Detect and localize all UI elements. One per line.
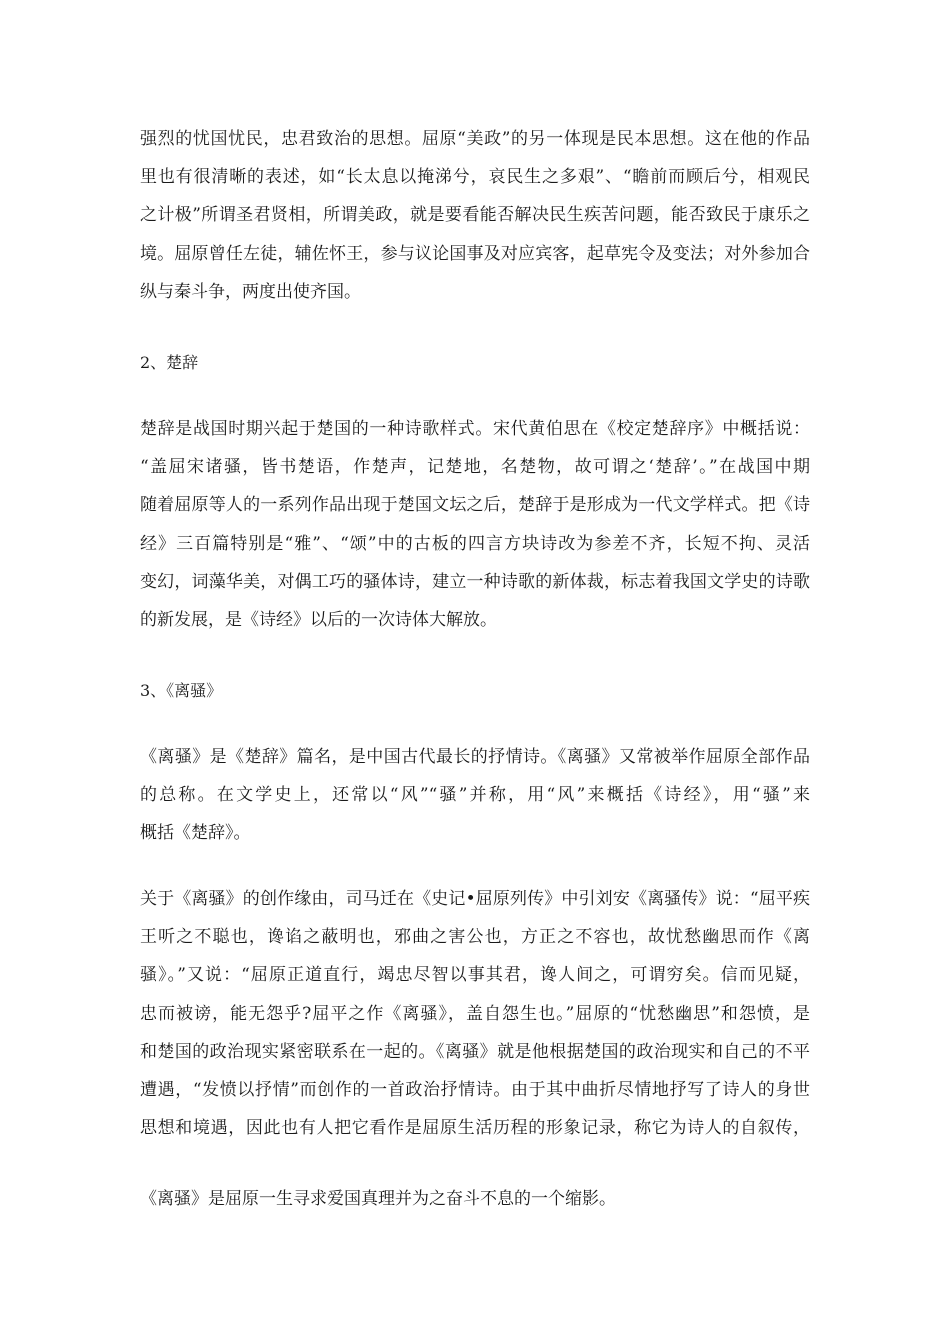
paragraph-line: 忠而被谤，能无怨乎?屈平之作《离骚》，盖自怨生也。”屈原的“忧愁幽思”和怨愤，是 — [140, 1004, 810, 1024]
paragraph-line: 纵与秦斗争，两度出使齐国。 — [140, 282, 361, 302]
paragraph-line: 经》三百篇特别是“雅”、“颂”中的古板的四言方块诗改为参差不齐，长短不拘、灵活 — [140, 534, 810, 554]
section-heading: 3、《离骚》 — [140, 681, 223, 700]
paragraph-line: 强烈的忧国忧民，忠君致治的思想。屈原“美政”的另一体现是民本思想。这在他的作品 — [140, 129, 810, 149]
paragraph-line: 境。屈原曾任左徒，辅佐怀王，参与议论国事及对应宾客，起草宪令及变法；对外参加合 — [140, 244, 810, 264]
paragraph-line: “盖屈宋诸骚，皆书楚语，作楚声，记楚地，名楚物，故可谓之‘楚辞’。”在战国中期 — [140, 457, 810, 477]
paragraph-line: 随着屈原等人的一系列作品出现于楚国文坛之后，楚辞于是形成为一代文学样式。把《诗 — [140, 495, 810, 515]
paragraph-line: 里也有很清晰的表述，如“长太息以掩涕兮，哀民生之多艰”、“瞻前而顾后兮，相观民 — [140, 167, 810, 187]
paragraph-line: 骚》。”又说：“屈原正道直行，竭忠尽智以事其君，谗人间之，可谓穷矣。信而见疑， — [140, 965, 810, 985]
paragraph-line: 王听之不聪也，谗谄之蔽明也，邪曲之害公也，方正之不容也，故忧愁幽思而作《离 — [140, 927, 810, 947]
paragraph-line: 《离骚》是《楚辞》篇名，是中国古代最长的抒情诗。《离骚》又常被举作屈原全部作品 — [140, 747, 810, 767]
paragraph-line: 和楚国的政治现实紧密联系在一起的。《离骚》就是他根据楚国的政治现实和自己的不平 — [140, 1042, 810, 1062]
paragraph-line: 的总称。在文学史上，还常以“风”“骚”并称，用“风”来概括《诗经》，用“骚”来 — [140, 785, 810, 805]
paragraph-line: 之计极”所谓圣君贤相，所谓美政，就是要看能否解决民生疾苦问题，能否致民于康乐之 — [140, 205, 810, 225]
paragraph-line: 关于《离骚》的创作缘由，司马迁在《史记•屈原列传》中引刘安《离骚传》说：“屈平疾 — [140, 889, 810, 909]
paragraph-line: 楚辞是战国时期兴起于楚国的一种诗歌样式。宋代黄伯思在《校定楚辞序》中概括说： — [140, 419, 810, 439]
paragraph-line: 变幻，词藻华美，对偶工巧的骚体诗，建立一种诗歌的新体裁，标志着我国文学史的诗歌 — [140, 572, 810, 592]
paragraph-line: 《离骚》是屈原一生寻求爱国真理并为之奋斗不息的一个缩影。 — [140, 1189, 616, 1209]
paragraph-line: 思想和境遇，因此也有人把它看作是屈原生活历程的形象记录，称它为诗人的自叙传， — [140, 1118, 810, 1138]
section-heading: 2、楚辞 — [140, 353, 199, 372]
paragraph-line: 的新发展，是《诗经》以后的一次诗体大解放。 — [140, 610, 497, 630]
paragraph-line: 遭遇，“发愤以抒情”而创作的一首政治抒情诗。由于其中曲折尽情地抒写了诗人的身世 — [140, 1080, 810, 1100]
paragraph-line: 概括《楚辞》。 — [140, 823, 251, 843]
